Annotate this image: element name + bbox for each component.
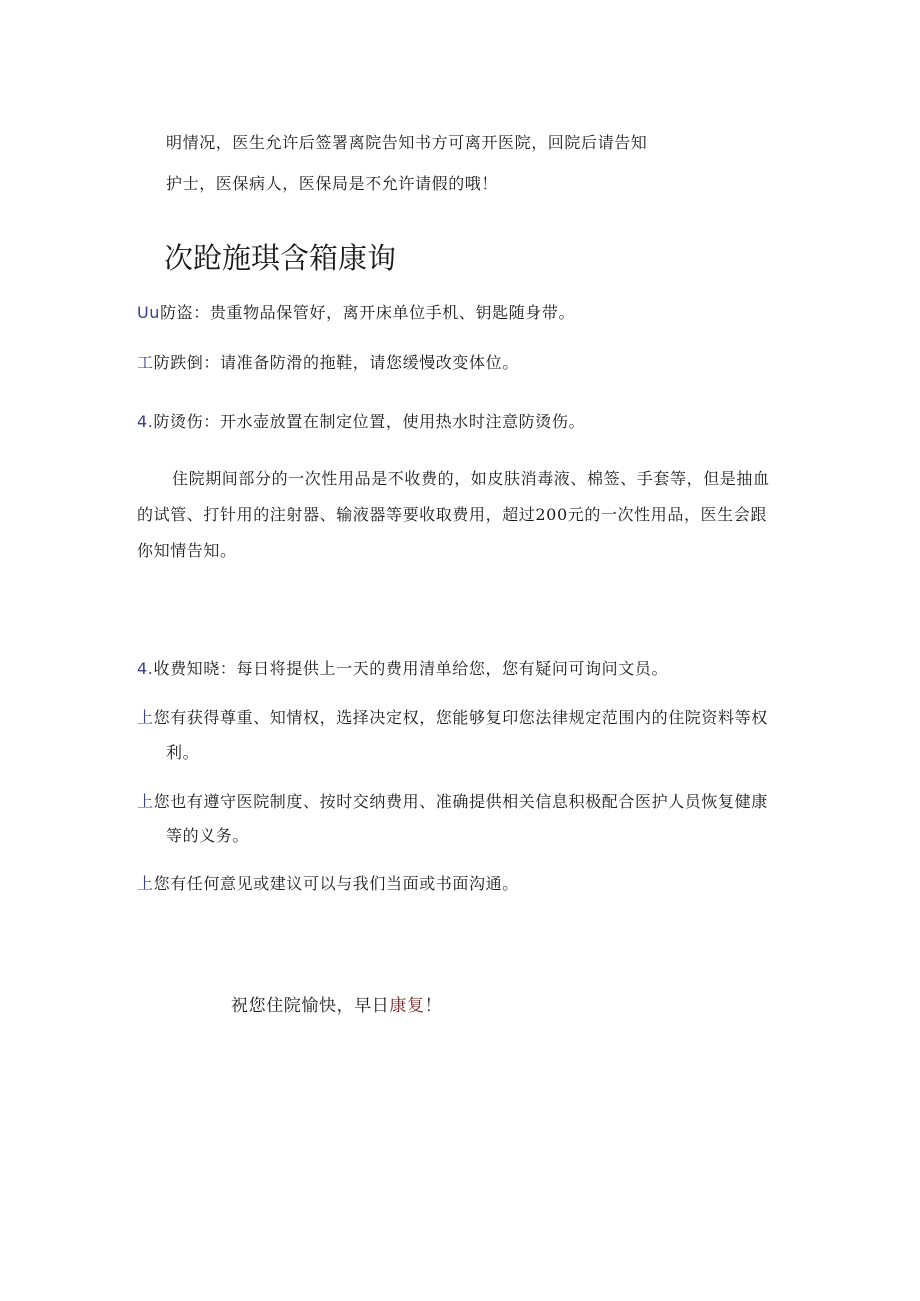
rights-item-fees (137, 659, 668, 679)
list-marker: 工 (137, 353, 154, 372)
list-marker: 上 (137, 874, 154, 893)
safety-text: 防烫伤：开水壶放置在制定位置，使用热水时注意防烫伤。 (153, 412, 586, 431)
list-marker: 上 (137, 708, 154, 727)
safety-item-fall (137, 353, 519, 373)
rights-text: 您有任何意见或建议可以与我们当面或书面沟通。 (153, 874, 519, 893)
rights-text: 收费知晓：每日将提供上一天的费用清单给您，您有疑问可询问文员。 (153, 659, 669, 678)
rights-item-feedback (137, 874, 519, 894)
intro-line-1: 明情况，医生允许后签署离院告知书方可离开医院，回院后请告知 (166, 133, 648, 152)
rights-item-duties-cont: 等的义务。 (166, 826, 250, 845)
rights-text: 您有获得尊重、知情权，选择决定权，您能够复印您法律规定范围内的住院资料等权 (153, 708, 768, 727)
disposable-line-1: 住院期间部分的一次性用品是不收费的，如皮肤消毒液、棉签、手套等，但是抽血 (172, 469, 770, 488)
list-marker: 4. (137, 659, 154, 678)
rights-item-respect (137, 708, 768, 728)
intro-line-2: 护士，医保病人，医保局是不允许请假的哦！ (166, 174, 499, 193)
wish-main: 祝您住院愉快，早日 (231, 996, 390, 1016)
rights-text: 您也有遵守医院制度、按时交纳费用、准确提供相关信息积极配合医护人员恢复健康 (153, 792, 768, 811)
safety-item-scald (137, 412, 585, 432)
disposable-line-3: 你知情告知。 (137, 541, 237, 560)
disposable-line-2: 的试管、打针用的注射器、输液器等要收取费用，超过200元的一次性用品，医生会跟 (137, 505, 767, 524)
closing-wish (231, 995, 442, 1017)
wish-end: ！ (424, 996, 443, 1016)
rights-item-duties (137, 792, 768, 812)
section-heading: 次跄施琪含箱康询 (164, 241, 397, 275)
wish-accent: 康复 (389, 996, 425, 1016)
list-marker: 4. (137, 412, 154, 431)
rights-item-respect-cont: 利。 (166, 743, 200, 762)
safety-text: 防跌倒：请准备防滑的拖鞋，请您缓慢改变体位。 (153, 353, 519, 372)
list-marker: Uu (137, 303, 161, 322)
list-marker: 上 (137, 792, 154, 811)
safety-text: 防盗：贵重物品保管好，离开床单位手机、钥匙随身带。 (160, 303, 576, 322)
safety-item-theft (137, 303, 575, 323)
